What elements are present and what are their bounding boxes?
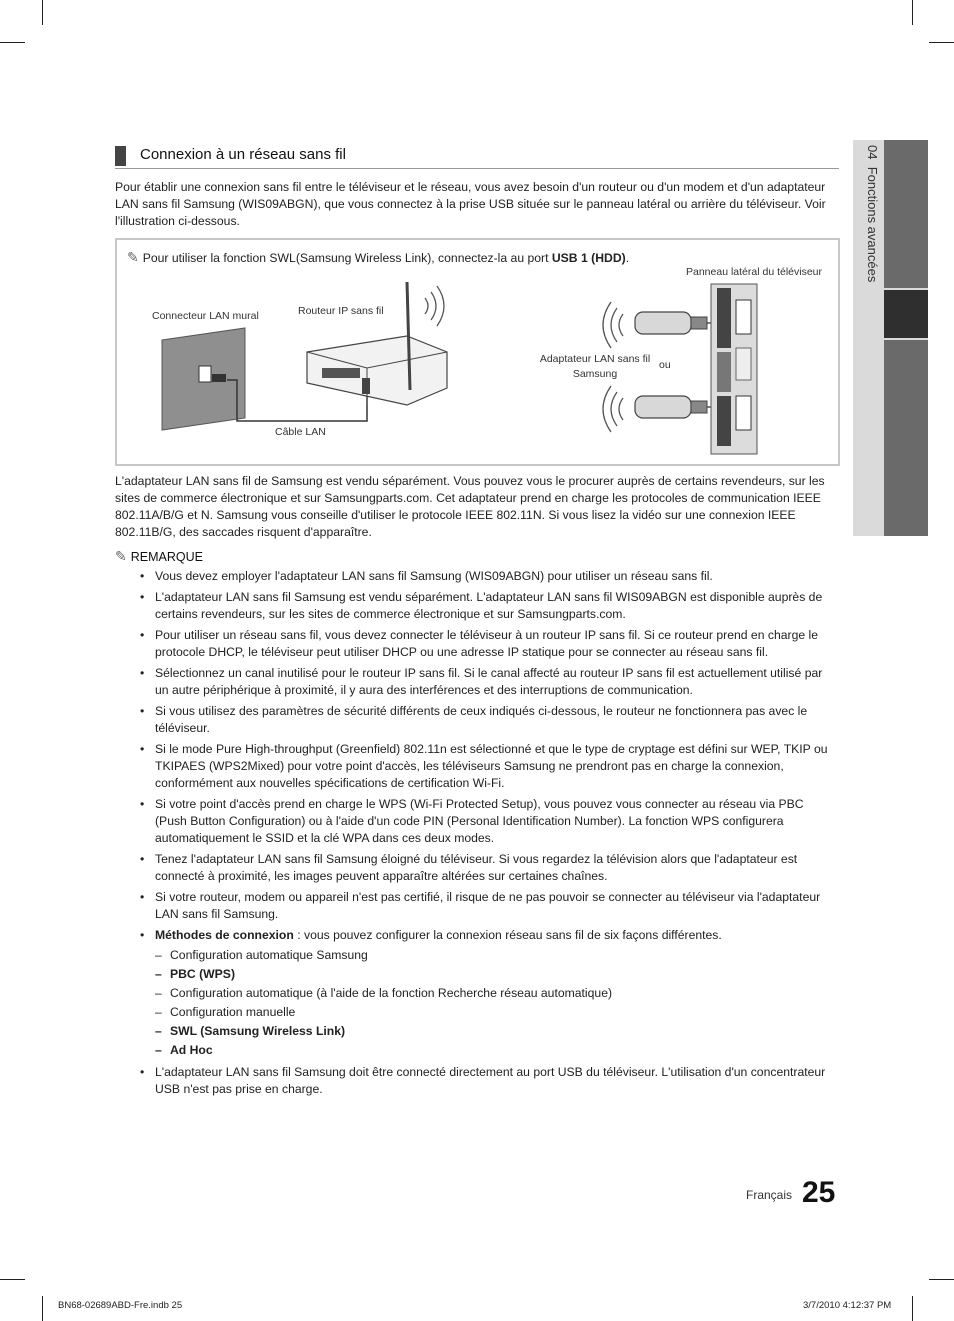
methods-text: : vous pouvez configurer la connexion réseau sans fil de six façons différentes. (293, 928, 722, 942)
footer-language: Français (746, 1188, 793, 1202)
chapter-tab-dark-block (884, 140, 928, 288)
chapter-name: Fonctions avancées (865, 166, 880, 283)
adapter-wifi-waves (619, 314, 623, 336)
label-wall-connector: Connecteur LAN mural (152, 310, 259, 322)
router-wifi-waves (425, 298, 428, 314)
chapter-title (860, 145, 880, 345)
list-item: • Si votre point d'accès prend en charge le WPS (Wi-Fi Protected Setup), vous pouvez vous connecter au réseau via PBC (Push Button Configuration) ou à l'aide d'un code PIN (Personal Identification Number). La fonction WPS configurera automatiquement le SSID et la clé WPA dans ces deux modes. (140, 796, 832, 847)
tv-usb-port-2 (736, 396, 751, 430)
router-ports (322, 368, 360, 378)
note-suffix: . (625, 251, 630, 265)
list-item: • Pour utiliser un réseau sans fil, vous devez connecter le téléviseur à un routeur IP sans fil. Si ce routeur prend en charge le protocole DHCP, le téléviseur peut utiliser DHCP ou une adresse IP statique pour se connecter au réseau sans fil. (140, 627, 832, 661)
remark-list (140, 568, 832, 1102)
section-title: Connexion à un réseau sans fil (140, 146, 346, 163)
label-or: ou (659, 359, 671, 371)
method-item: – Ad Hoc (155, 1041, 832, 1060)
note-port: USB 1 (HDD) (551, 251, 626, 265)
usb-adapter-top (635, 312, 691, 334)
list-item: • Tenez l'adaptateur LAN sans fil Samsung éloigné du téléviseur. Si vous regardez la télévision alors que l'adaptateur est connecté à proximité, les images peuvent apparaître altérées sur certaines chaînes. (140, 851, 832, 885)
note-text: Pour utiliser la fonction SWL(Samsung Wireless Link), connectez-la au port (142, 251, 552, 265)
crop-mark (929, 42, 954, 43)
method-item: – Configuration manuelle (155, 1003, 832, 1022)
methods-title: Méthodes de connexion (155, 928, 294, 942)
method-item: – PBC (WPS) (155, 965, 832, 984)
tv-hdmi-label (717, 352, 731, 392)
list-item: • Si le mode Pure High-throughput (Greenfield) 802.11n est sélectionné et que le type de cryptage est défini sur WEP, TKIP ou TKIPAES (WPS2Mixed) pour votre point d'accès, les téléviseurs Samsung ne prendront pas en charge la connexion, conformément aux nouvelles spécifications de certification Wi-Fi. (140, 741, 832, 792)
crop-mark (0, 1279, 25, 1280)
crop-mark (929, 1279, 954, 1280)
tv-hdmi-port (736, 348, 751, 380)
method-item: – Configuration automatique (à l'aide de la fonction Recherche réseau automatique) (155, 984, 832, 1003)
chapter-tab-current (884, 290, 928, 338)
router-lan-plug (362, 378, 370, 394)
note-pencil-icon: ✎ (127, 249, 139, 265)
illustration-box (115, 238, 840, 466)
list-item: • Si votre routeur, modem ou appareil n'est pas certifié, il risque de ne pas pouvoir se connecter au téléviseur via l'adaptateur LAN sans fil Samsung. (140, 889, 832, 923)
label-lan-cable: Câble LAN (275, 426, 326, 438)
imprint-date: 3/7/2010 4:12:37 PM (803, 1300, 892, 1311)
list-item: • Si vous utilisez des paramètres de sécurité différents de ceux indiqués ci-dessous, le routeur ne fonctionnera pas avec le téléviseur. (140, 703, 832, 737)
list-item: • L'adaptateur LAN sans fil Samsung doit être connecté directement au port USB du téléviseur. L'utilisation d'un concentrateur USB n'est pas prise en charge. (140, 1064, 832, 1098)
imprint-file: BN68-02689ABD-Fre.indb 25 (58, 1300, 183, 1311)
methods-list (155, 946, 832, 1060)
intro-paragraph: Pour établir une connexion sans fil entre le téléviseur et le réseau, vous avez besoin d'un routeur ou d'un modem et d'un adaptateur LAN sans fil Samsung (WIS09ABGN), que vous connectez à la prise USB située sur le panneau latéral ou arrière du téléviseur. Voir l'illustration ci-dessous. (115, 180, 826, 228)
label-adapter: Adaptateur LAN sans fil Samsung (539, 353, 651, 380)
wall-plug (212, 374, 226, 382)
method-item: – Configuration automatique Samsung (155, 946, 832, 965)
wall-lan-jack (199, 366, 211, 382)
tv-usb-label-1 (717, 288, 731, 348)
usb-adapter-bottom (635, 396, 691, 418)
list-item: • L'adaptateur LAN sans fil Samsung est vendu séparément. L'adaptateur LAN sans fil WIS09ABGN est disponible auprès de certains revendeurs, sur les sites de commerce électronique et sur Samsungparts.com. (140, 589, 832, 623)
method-item: – SWL (Samsung Wireless Link) (155, 1022, 832, 1041)
remark-title: REMARQUE (130, 550, 203, 564)
remark-pencil-icon: ✎ (115, 548, 127, 564)
label-tv-panel: Panneau latéral du téléviseur (686, 266, 823, 278)
page-number: 25 (802, 1176, 836, 1209)
adapter-paragraph: L'adaptateur LAN sans fil de Samsung est vendu séparément. Vous pouvez vous le procurer auprès de certains revendeurs, sur les sites de commerce électronique et sur Samsungparts.com. Cet adaptateur prend en charge les protocoles de communication IEEE 802.11A/B/G et N. Samsung vous conseille d'utiliser le protocole IEEE 802.11N. Si vous lisez la vidéo sur une connexion IEEE 802.11B/G, des saccades risquent d'apparaître. (115, 474, 825, 539)
crop-mark (912, 0, 913, 25)
section-marker (115, 146, 126, 166)
chapter-tab-dark-block (884, 340, 928, 536)
crop-mark (0, 42, 25, 43)
chapter-number: 04 (865, 145, 880, 160)
list-item-methods (140, 927, 832, 1060)
section-heading (115, 143, 839, 169)
label-router: Routeur IP sans fil (298, 305, 384, 317)
crop-mark (912, 1296, 913, 1321)
tv-usb-port-1 (736, 300, 751, 334)
network-illustration (117, 240, 838, 464)
list-item: • Sélectionnez un canal inutilisé pour le routeur IP sans fil. Si le canal affecté au routeur IP sans fil est actuellement utilisé par un autre périphérique à proximité, il y aura des interférences et des interruptions de communication. (140, 665, 832, 699)
crop-mark (42, 1296, 43, 1321)
list-item: • Vous devez employer l'adaptateur LAN sans fil Samsung (WIS09ABGN) pour utiliser un réseau sans fil. (140, 568, 832, 585)
remark-heading (115, 548, 203, 565)
crop-mark (42, 0, 43, 25)
tv-usb-label-2 (717, 396, 731, 446)
